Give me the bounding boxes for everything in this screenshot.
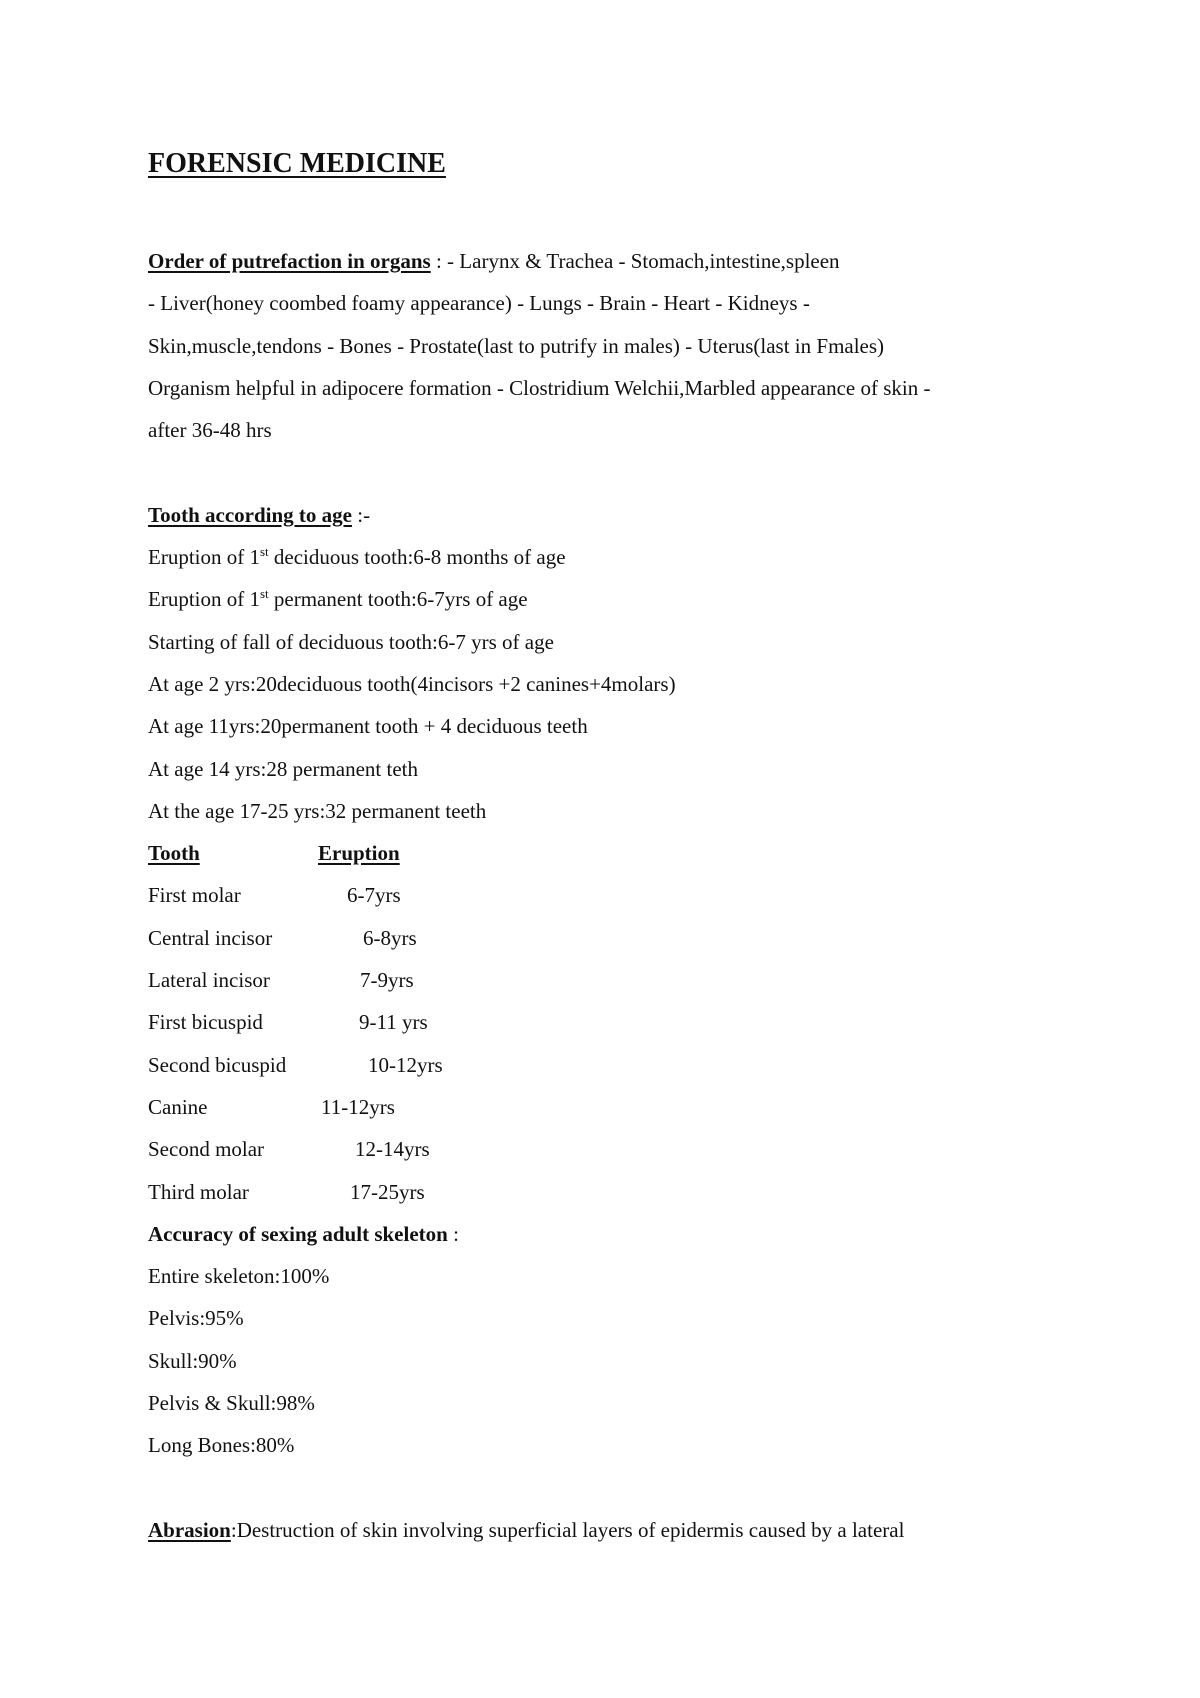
tooth-age-line: At age 14 yrs:28 permanent teth (148, 756, 419, 781)
eruption-age: 7-9yrs (360, 968, 414, 993)
column-header-eruption: Eruption (318, 841, 400, 866)
tooth-age-heading-line (148, 494, 1088, 536)
tooth-name: Central incisor (148, 925, 273, 950)
putrefaction-heading: Order of putrefaction in organs (148, 249, 431, 273)
table-row (148, 1086, 1088, 1128)
spacer (148, 451, 1088, 493)
eruption-permanent-suffix: permanent tooth:6-7yrs of age (268, 587, 528, 612)
tooth-name: Canine (148, 1094, 208, 1119)
tooth-age-line: At the age 17-25 yrs:32 permanent teeth (148, 798, 487, 823)
sexing-heading-line (148, 1213, 1088, 1255)
table-row (148, 959, 1088, 1001)
eruption-age: 11-12yrs (321, 1094, 395, 1119)
tooth-name: Lateral incisor (148, 968, 270, 993)
table-row (148, 874, 1088, 916)
eruption-deciduous-suffix: deciduous tooth:6-8 months of age (268, 545, 566, 570)
abrasion-line (148, 1509, 1088, 1551)
eruption-table-header (148, 832, 1088, 874)
sexing-heading-tail: : (447, 1221, 459, 1246)
putrefaction-line: Skin,muscle,tendons - Bones - Prostate(last to putrify in males) - Uterus(last in Fmales) (148, 333, 885, 358)
sexing-line: Pelvis:95% (148, 1306, 244, 1331)
eruption-age: 9-11 yrs (359, 1010, 428, 1035)
tooth-age-line: Starting of fall of deciduous tooth:6-7 yrs of age (148, 629, 554, 654)
eruption-age: 6-8yrs (363, 925, 417, 950)
tooth-name: First bicuspid (148, 1010, 263, 1035)
spacer (148, 1467, 1088, 1509)
tooth-name: First molar (148, 883, 241, 908)
tooth-name: Second bicuspid (148, 1052, 287, 1077)
eruption-permanent-prefix: Eruption of 1 (148, 587, 260, 612)
putrefaction-line: Organism helpful in adipocere formation - Clostridium Welchii,Marbled appearance of skin - (148, 375, 931, 400)
abrasion-definition: :Destruction of skin involving superficial layers of epidermis caused by a lateral (230, 1517, 905, 1542)
tooth-age-line: At age 2 yrs:20deciduous tooth(4incisors +2 canines+4molars) (148, 671, 676, 696)
table-row (148, 1001, 1088, 1043)
sexing-line: Skull:90% (148, 1348, 237, 1373)
page-title: FORENSIC MEDICINE (148, 148, 446, 179)
sexing-line: Entire skeleton:100% (148, 1264, 330, 1289)
sexing-line: Pelvis & Skull:98% (148, 1391, 315, 1416)
eruption-age: 12-14yrs (355, 1137, 430, 1162)
eruption-age: 6-7yrs (347, 883, 401, 908)
putrefaction-heading-line (148, 240, 1088, 282)
tooth-name: Third molar (148, 1179, 249, 1204)
ordinal-superscript: st (259, 586, 269, 602)
document-body (148, 240, 1088, 1551)
ordinal-superscript: st (259, 544, 269, 560)
eruption-age: 10-12yrs (368, 1052, 443, 1077)
sexing-line: Long Bones:80% (148, 1433, 295, 1458)
table-row (148, 1171, 1088, 1213)
tooth-age-line: At age 11yrs:20permanent tooth + 4 deciduous teeth (148, 714, 588, 739)
putrefaction-line: - Liver(honey coombed foamy appearance) - Lungs - Brain - Heart - Kidneys - (148, 291, 810, 316)
column-header-tooth: Tooth (148, 841, 200, 866)
sexing-heading: Accuracy of sexing adult skeleton (148, 1221, 448, 1246)
eruption-deciduous-prefix: Eruption of 1 (148, 545, 260, 570)
table-row (148, 1128, 1088, 1170)
tooth-name: Second molar (148, 1137, 265, 1162)
table-row (148, 917, 1088, 959)
tooth-age-heading-tail: :- (351, 502, 371, 527)
putrefaction-heading-tail: : - Larynx & Trachea - Stomach,intestine,spleen (430, 249, 840, 273)
abrasion-term: Abrasion (148, 1517, 231, 1542)
eruption-permanent-line (148, 578, 1088, 620)
eruption-deciduous-line (148, 536, 1088, 578)
eruption-age: 17-25yrs (350, 1179, 425, 1204)
putrefaction-line: after 36-48 hrs (148, 418, 272, 443)
table-row (148, 1044, 1088, 1086)
tooth-age-heading: Tooth according to age (148, 502, 352, 527)
